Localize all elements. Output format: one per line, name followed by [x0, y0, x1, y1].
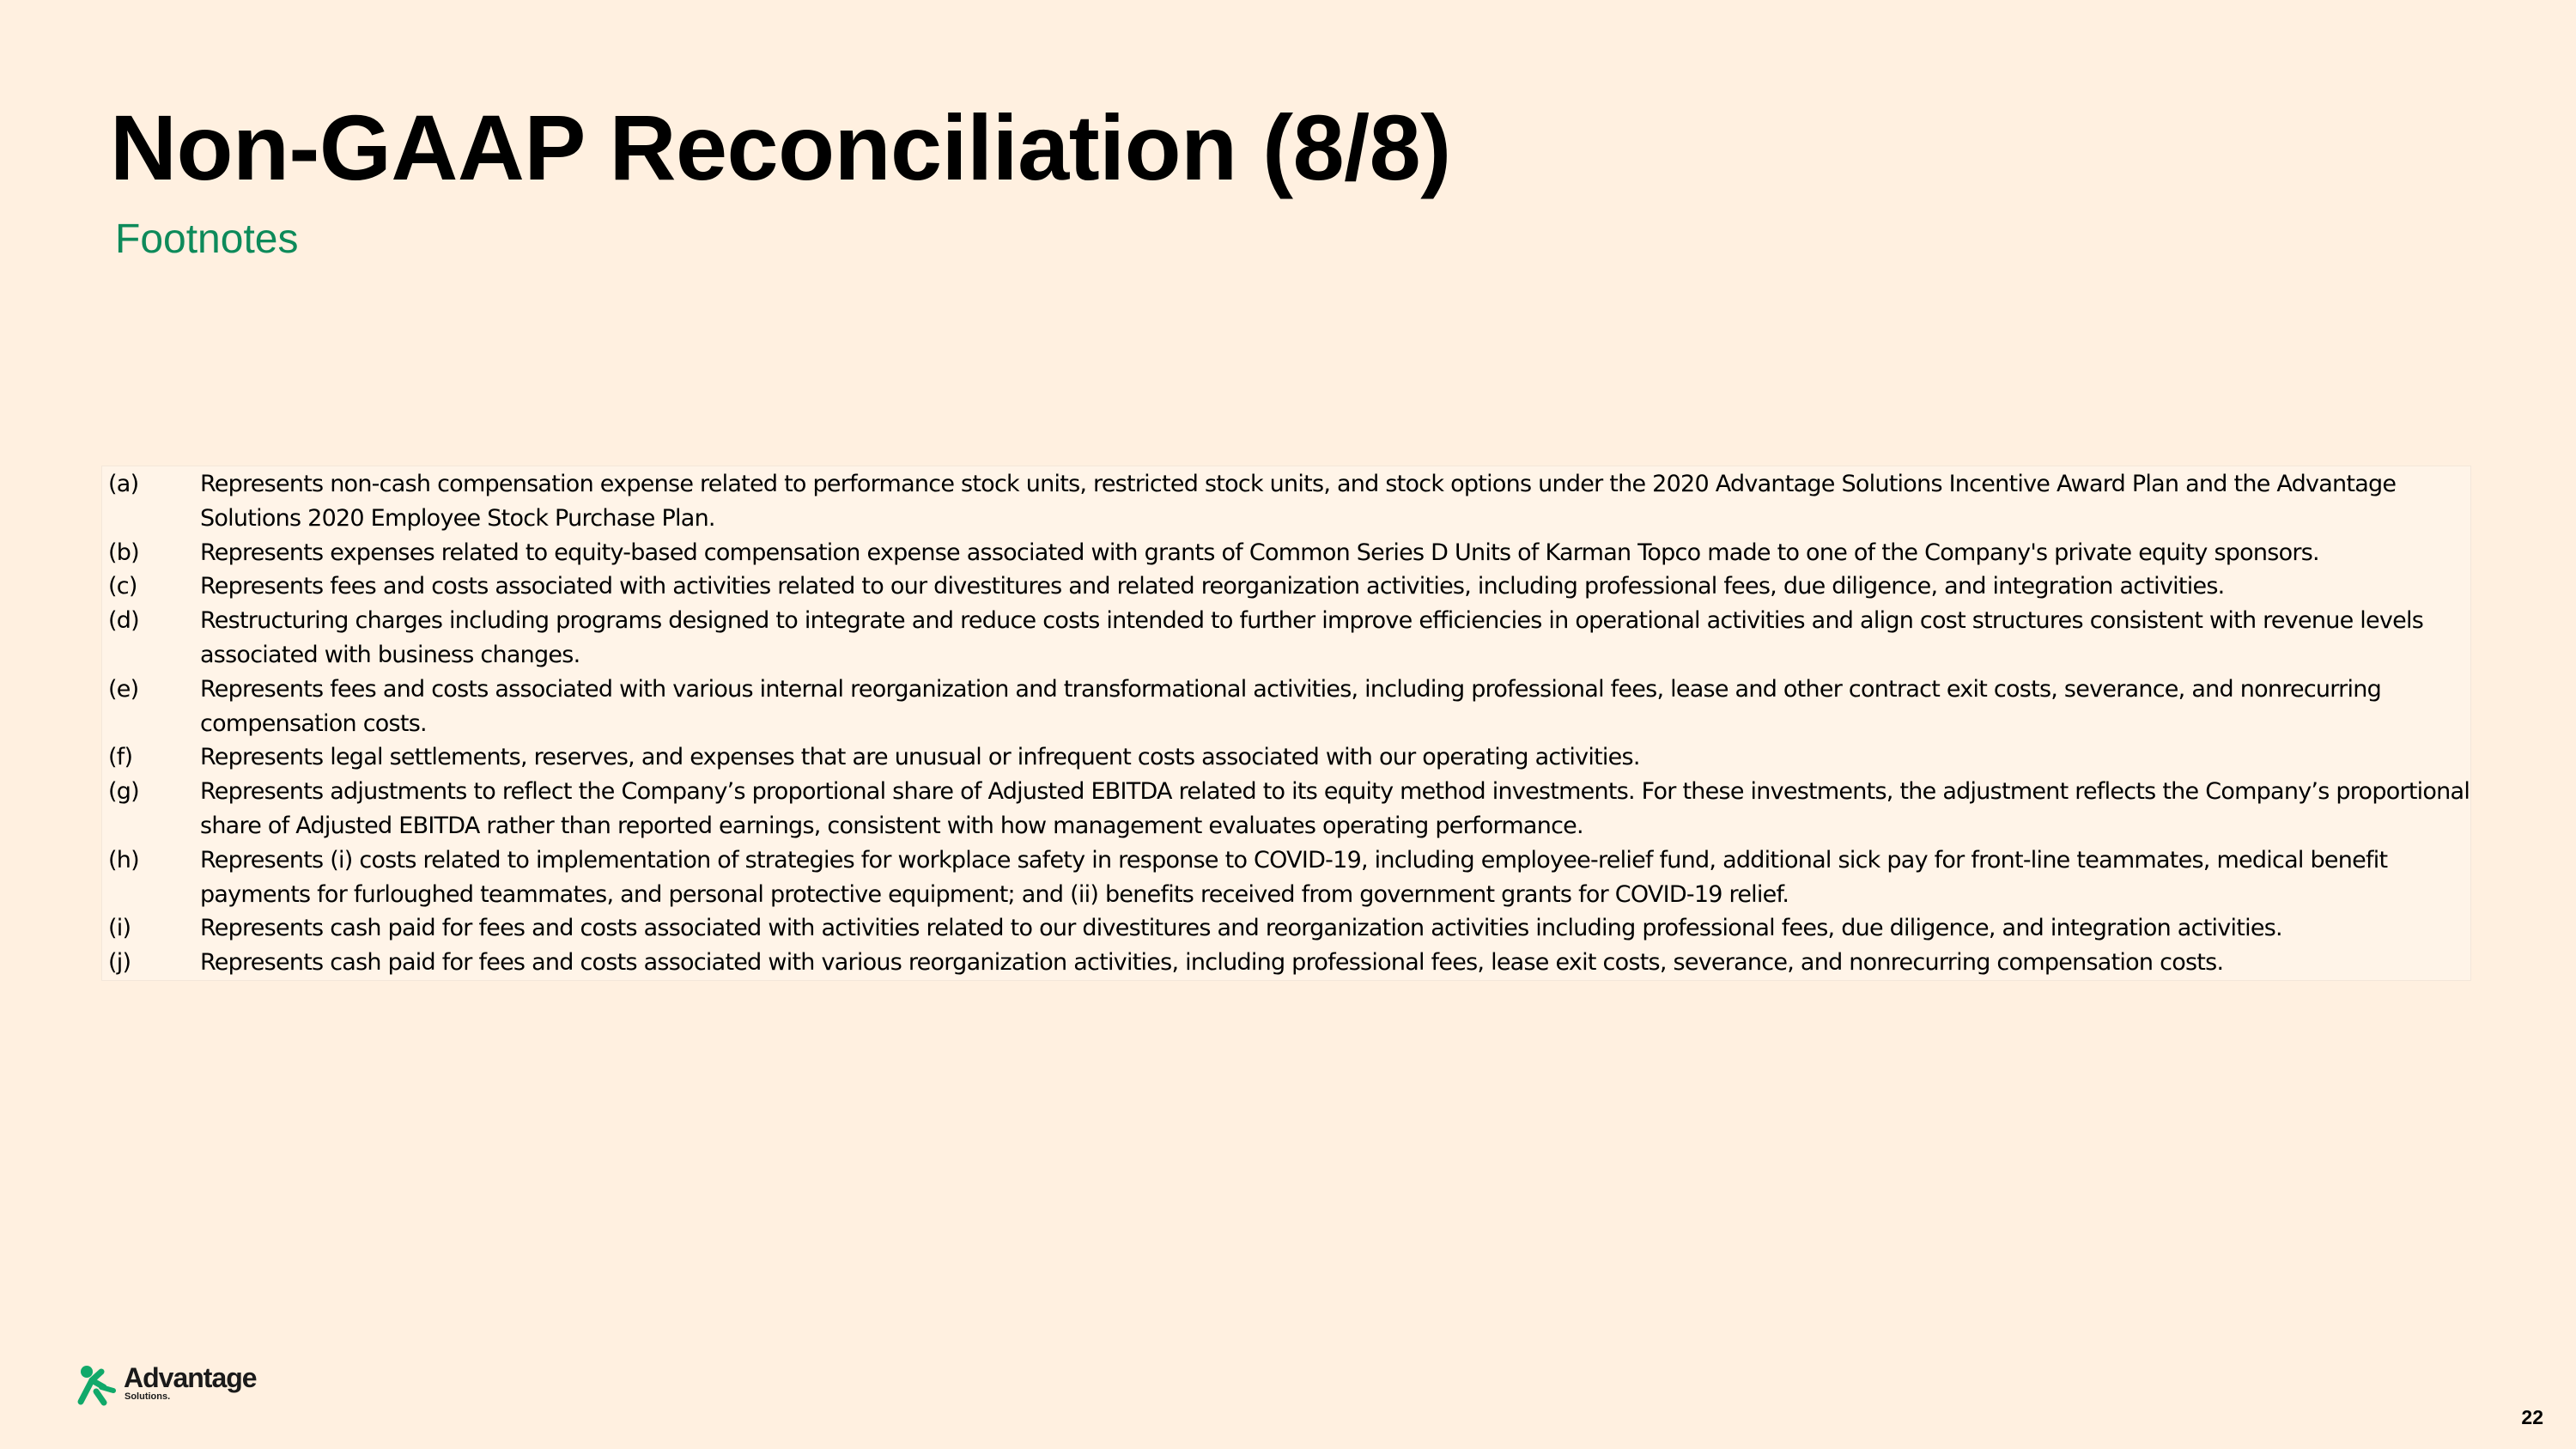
page-subtitle: Footnotes [115, 216, 299, 262]
footnote-text: Represents fees and costs associated with various internal reorganization and transformational activities, including professional fees, lease and other contract exit costs, severance, and nonrecurring compensation costs. [200, 675, 2382, 737]
footnotes-list [108, 467, 2478, 980]
footnote-item [108, 843, 2478, 912]
page-number: 22 [2521, 1406, 2543, 1428]
footnote-marker: (d) [108, 607, 139, 635]
footnote-item [108, 775, 2478, 843]
footnote-item [108, 569, 2478, 604]
footnote-item [108, 911, 2478, 946]
footnote-text: Represents fees and costs associated with activities related to our divestitures and related reorganization activities, including professional fees, due diligence, and integration activities. [200, 573, 2225, 600]
footnote-text: Represents non-cash compensation expense related to performance stock units, restricted stock units, and stock options under the 2020 Advantage Solutions Incentive Award Plan and the Advantage Solutions 2020 Employee Stock Purchase Plan. [200, 471, 2397, 532]
footnote-item [108, 673, 2478, 741]
logo-wordmark: Advantage [124, 1362, 257, 1393]
footnote-marker: (g) [108, 778, 139, 806]
footnote-marker: (j) [108, 949, 131, 977]
footnote-marker: (f) [108, 744, 133, 771]
footnote-text: Restructuring charges including programs designed to integrate and reduce costs intended to further improve efficiencies in operational activities and align cost structures consistent with revenue levels associated with business changes. [200, 607, 2424, 668]
footnote-item [108, 946, 2478, 980]
footnote-text: Represents cash paid for fees and costs associated with various reorganization activities, including professional fees, lease exit costs, severance, and nonrecurring compensation costs. [200, 949, 2224, 977]
footnote-marker: (h) [108, 846, 139, 874]
footnote-marker: (c) [108, 573, 137, 600]
footnote-marker: (a) [108, 471, 139, 497]
footnote-marker: (b) [108, 539, 139, 566]
footnote-item [108, 604, 2478, 673]
company-logo [76, 1364, 273, 1410]
footnote-text: Represents cash paid for fees and costs associated with activities related to our divestitures and reorganization activities including professional fees, due diligence, and integration activities. [200, 915, 2282, 942]
footnote-marker: (i) [108, 915, 131, 942]
logo-subtitle: Solutions. [125, 1391, 171, 1402]
footnote-text: Represents (i) costs related to implementation of strategies for workplace safety in response to COVID-19, including employee-relief fund, additional sick pay for front-line teammates, medical benefit payments for furloughed teammates, and personal protective equipment; and (ii) benefits received from government grants for COVID-19 relief. [200, 846, 2388, 908]
page-title: Non-GAAP Reconciliation (8/8) [110, 95, 1451, 199]
footnote-item [108, 467, 2478, 536]
footnote-item [108, 740, 2478, 775]
footnote-text: Represents legal settlements, reserves, and expenses that are unusual or infrequent costs associated with our operating activities. [200, 744, 1640, 771]
footnote-text: Represents expenses related to equity-based compensation expense associated with grants of Common Series D Units of Karman Topco made to one of the Company's private equity sponsors. [200, 539, 2319, 566]
footnote-item [108, 536, 2478, 570]
advantage-solutions-logo-icon [76, 1364, 118, 1407]
footnote-text: Represents adjustments to reflect the Company’s proportional share of Adjusted EBITDA related to its equity method investments. For these investments, the adjustment reflects the Company’s proportional share of Adjusted EBITDA rather than reported earnings, consistent with how management evaluates operating performance. [200, 778, 2470, 839]
footnote-marker: (e) [108, 675, 139, 703]
